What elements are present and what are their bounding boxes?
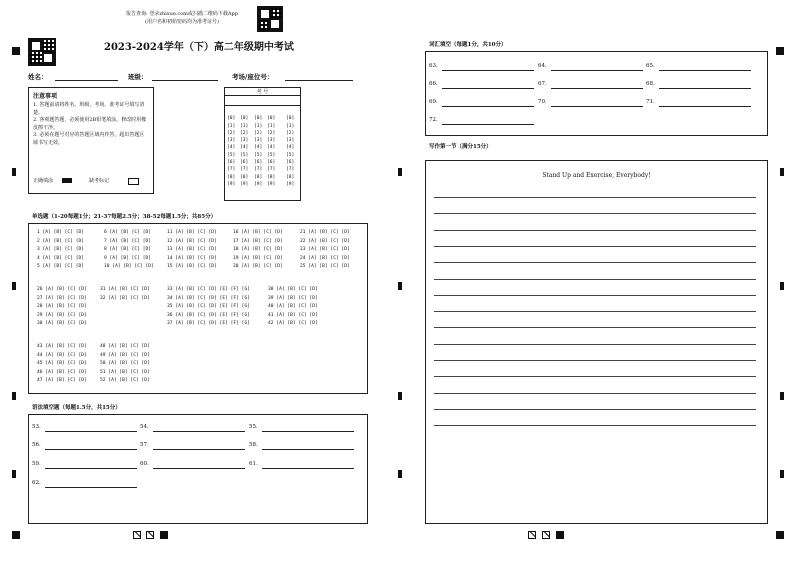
vocab-section-title: 词汇填空（每题1分，共10分） <box>429 42 507 48</box>
writing-prompt: Stand Up and Exercise, Everybody! <box>542 172 651 179</box>
notes-item: 2. 客观题答题，必须使用2B铅笔填涂，修改时用橡皮擦干净。 <box>33 117 147 131</box>
writing-ruled-line[interactable] <box>434 376 756 377</box>
mcq-group-5[interactable]: 21 [A] [B] [C] [D] 22 [A] [B] [C] [D] 23 [A] [B] [C] [D] 24 [A] [B] [C] [D] 25 [A] [B] [C] [D] <box>300 230 350 269</box>
correct-fill-sample-icon <box>62 178 72 183</box>
grammar-answer-line[interactable] <box>262 468 354 469</box>
vocab-answer-line[interactable] <box>659 88 751 89</box>
notes-item: 1. 答题前请将姓名、班级、考场、准考证号填写清楚。 <box>33 102 145 116</box>
side-mark <box>780 470 784 478</box>
side-mark <box>12 168 16 176</box>
absent-label: 缺考标记 <box>89 178 110 184</box>
mcq-group-11[interactable]: 48 [A] [B] [C] [D] 49 [A] [B] [C] [D] 50 [A] [B] [C] [D] 51 [A] [B] [C] [D] 52 [A] [B] [C] [D] <box>100 344 150 383</box>
registration-mark <box>12 47 20 55</box>
grammar-num: 56. <box>32 442 41 448</box>
vocab-answer-line[interactable] <box>659 70 751 71</box>
side-mark <box>398 168 402 176</box>
class-field[interactable] <box>152 80 218 81</box>
grammar-num: 60. <box>140 461 149 467</box>
vocab-num: 66. <box>429 81 438 87</box>
mcq-group-7[interactable]: 31 [A] [B] [C] [D] 32 [A] [B] [C] [D] <box>100 287 150 301</box>
grammar-answer-line[interactable] <box>153 468 245 469</box>
mcq-group-9[interactable]: 38 [A] [B] [C] [D] 39 [A] [B] [C] [D] 40 [A] [B] [C] [D] 41 [A] [B] [C] [D] 42 [A] [B] [C] [D] <box>268 287 318 326</box>
mcq-group-10[interactable]: 43 [A] [B] [C] [D] 44 [A] [B] [C] [D] 45 [A] [B] [C] [D] 46 [A] [B] [C] [D] 47 [A] [B] [C] [D] <box>37 344 87 383</box>
grammar-answer-line[interactable] <box>45 431 137 432</box>
notes-item: 3. 必须在题号对应的答题区域内作答，超出答题区域书写无效。 <box>33 132 145 146</box>
grammar-num: 57. <box>140 442 149 448</box>
grammar-answer-line[interactable] <box>45 468 137 469</box>
absent-mark-box[interactable] <box>128 178 139 185</box>
writing-ruled-line[interactable] <box>434 311 756 312</box>
mcq-group-3[interactable]: 11 [A] [B] [C] [D] 12 [A] [B] [C] [D] 13 [A] [B] [C] [D] 14 [A] [B] [C] [D] 15 [A] [B] [C] [D] <box>167 230 217 269</box>
grammar-answer-line[interactable] <box>153 449 245 450</box>
notice-line-2: (用户名和初始密码均为准考证号) <box>145 18 219 25</box>
exam-id-column-4[interactable]: [0] [1] [2] [3] [4] [5] [6] [7] [8] [9] <box>267 116 276 187</box>
exam-id-column-2[interactable]: [0] [1] [2] [3] [4] [5] [6] [7] [8] [9] <box>240 116 249 187</box>
grammar-answer-line[interactable] <box>45 487 137 488</box>
side-mark <box>780 392 784 400</box>
exam-id-input-row[interactable] <box>224 96 301 106</box>
name-label: 姓名： <box>28 73 48 81</box>
mcq-group-1[interactable]: 1 [A] [B] [C] [D] 2 [A] [B] [C] [D] 3 [A] [B] [C] [D] 4 [A] [B] [C] [D] 5 [A] [B] [C] [D] <box>37 230 85 269</box>
writing-ruled-line[interactable] <box>434 246 756 247</box>
exam-id-column-1[interactable]: [0] [1] [2] [3] [4] [5] [6] [7] [8] [9] <box>227 116 236 187</box>
writing-ruled-line[interactable] <box>434 230 756 231</box>
mcq-section-title: 单选题（1-20每题1分；21-37每题2.5分；38-52每题1.5分；共85分） <box>32 214 217 220</box>
vocab-answer-line[interactable] <box>442 124 534 125</box>
name-field[interactable] <box>55 80 118 81</box>
writing-ruled-line[interactable] <box>434 409 756 410</box>
vocab-answer-line[interactable] <box>442 106 534 107</box>
side-mark <box>12 392 16 400</box>
student-qr-code-icon <box>28 38 56 66</box>
vocab-num: 71. <box>646 99 655 105</box>
grammar-answer-line[interactable] <box>45 449 137 450</box>
vocab-num: 64. <box>538 63 547 69</box>
mcq-group-6[interactable]: 26 [A] [B] [C] [D] 27 [A] [B] [C] [D] 28 [A] [B] [C] [D] 29 [A] [B] [C] [D] 30 [A] [B] [C] [D] <box>37 287 87 326</box>
footer-mark <box>556 531 564 539</box>
registration-mark <box>776 531 784 539</box>
vocab-num: 70. <box>538 99 547 105</box>
vocab-answer-line[interactable] <box>659 106 751 107</box>
side-mark <box>398 470 402 478</box>
grammar-num: 59. <box>32 461 41 467</box>
side-mark <box>398 392 402 400</box>
vocab-answer-line[interactable] <box>551 88 643 89</box>
vocab-num: 69. <box>429 99 438 105</box>
writing-ruled-line[interactable] <box>434 393 756 394</box>
vocab-num: 72. <box>429 117 438 123</box>
writing-ruled-line[interactable] <box>434 327 756 328</box>
registration-mark <box>776 47 784 55</box>
vocab-answer-line[interactable] <box>551 106 643 107</box>
grammar-section-title: 语法填空题（每题1.5分，共15分） <box>32 405 121 411</box>
vocab-num: 65. <box>646 63 655 69</box>
footer-mark <box>528 531 536 539</box>
download-qr-code-icon <box>257 6 283 32</box>
writing-box[interactable] <box>425 160 768 524</box>
side-mark <box>780 168 784 176</box>
writing-ruled-line[interactable] <box>434 425 756 426</box>
mcq-group-8[interactable]: 33 [A] [B] [C] [D] [E] [F] [G] 34 [A] [B] [C] [D] [E] [F] [G] 35 [A] [B] [C] [D] [E] [F] [G] 36 [A] [B] [C] [D] [E] [F] [G] 37 [A] [B] [C] [D] [E] [F] [G] <box>167 287 250 326</box>
correct-fill-label: 正确填涂 <box>33 178 54 184</box>
exam-title: 2023-2024学年（下）高二年级期中考试 <box>104 42 294 53</box>
vocab-answer-line[interactable] <box>551 70 643 71</box>
writing-ruled-line[interactable] <box>434 197 756 198</box>
grammar-num: 53. <box>32 424 41 430</box>
grammar-num: 61. <box>249 461 258 467</box>
grammar-num: 54. <box>140 424 149 430</box>
side-mark <box>780 282 784 290</box>
notes-title: 注意事项 <box>33 93 58 100</box>
writing-ruled-line[interactable] <box>434 213 756 214</box>
class-label: 班级： <box>128 73 148 81</box>
writing-ruled-line[interactable] <box>434 344 756 345</box>
mcq-group-4[interactable]: 16 [A] [B] [C] [D] 17 [A] [B] [C] [D] 18 [A] [B] [C] [D] 19 [A] [B] [C] [D] 20 [A] [B] [C] [D] <box>233 230 283 269</box>
grammar-num: 58. <box>249 442 258 448</box>
vocab-answer-line[interactable] <box>442 88 534 89</box>
exam-id-title: 考 号 <box>224 88 301 96</box>
footer-mark <box>160 531 168 539</box>
grammar-answer-line[interactable] <box>262 449 354 450</box>
notes-list <box>33 102 149 147</box>
writing-ruled-line[interactable] <box>434 262 756 263</box>
vocab-num: 67. <box>538 81 547 87</box>
grammar-num: 55. <box>249 424 258 430</box>
writing-ruled-line[interactable] <box>434 279 756 280</box>
vocab-num: 68. <box>646 81 655 87</box>
side-mark <box>398 282 402 290</box>
mcq-group-2[interactable]: 6 [A] [B] [C] [D] 7 [A] [B] [C] [D] 8 [A] [B] [C] [D] 9 [A] [B] [C] [D] 10 [A] [B] [C] [D] <box>104 230 154 269</box>
footer-mark <box>542 531 550 539</box>
report-query-notice <box>112 11 252 26</box>
writing-section-title: 写作第一节（满分15分） <box>429 144 492 150</box>
seat-field[interactable] <box>285 80 353 81</box>
side-mark <box>12 282 16 290</box>
grammar-answer-line[interactable] <box>262 431 354 432</box>
seat-label: 考场/座位号： <box>232 73 274 81</box>
exam-id-column-5[interactable]: [0] [1] [2] [3] [4] [5] [6] [7] [8] [9] <box>286 116 295 187</box>
footer-mark <box>146 531 154 539</box>
grammar-answer-line[interactable] <box>153 431 245 432</box>
side-mark <box>12 470 16 478</box>
footer-mark <box>133 531 141 539</box>
writing-ruled-line[interactable] <box>434 360 756 361</box>
vocab-answer-line[interactable] <box>442 70 534 71</box>
exam-id-column-3[interactable]: [0] [1] [2] [3] [4] [5] [6] [7] [8] [9] <box>254 116 263 187</box>
registration-mark <box>12 531 20 539</box>
grammar-num: 62. <box>32 480 41 486</box>
writing-ruled-line[interactable] <box>434 295 756 296</box>
notice-line-1: 报告查询: 登录zhixue.com或扫描二维码下载App <box>126 11 238 17</box>
vocab-num: 63. <box>429 63 438 69</box>
